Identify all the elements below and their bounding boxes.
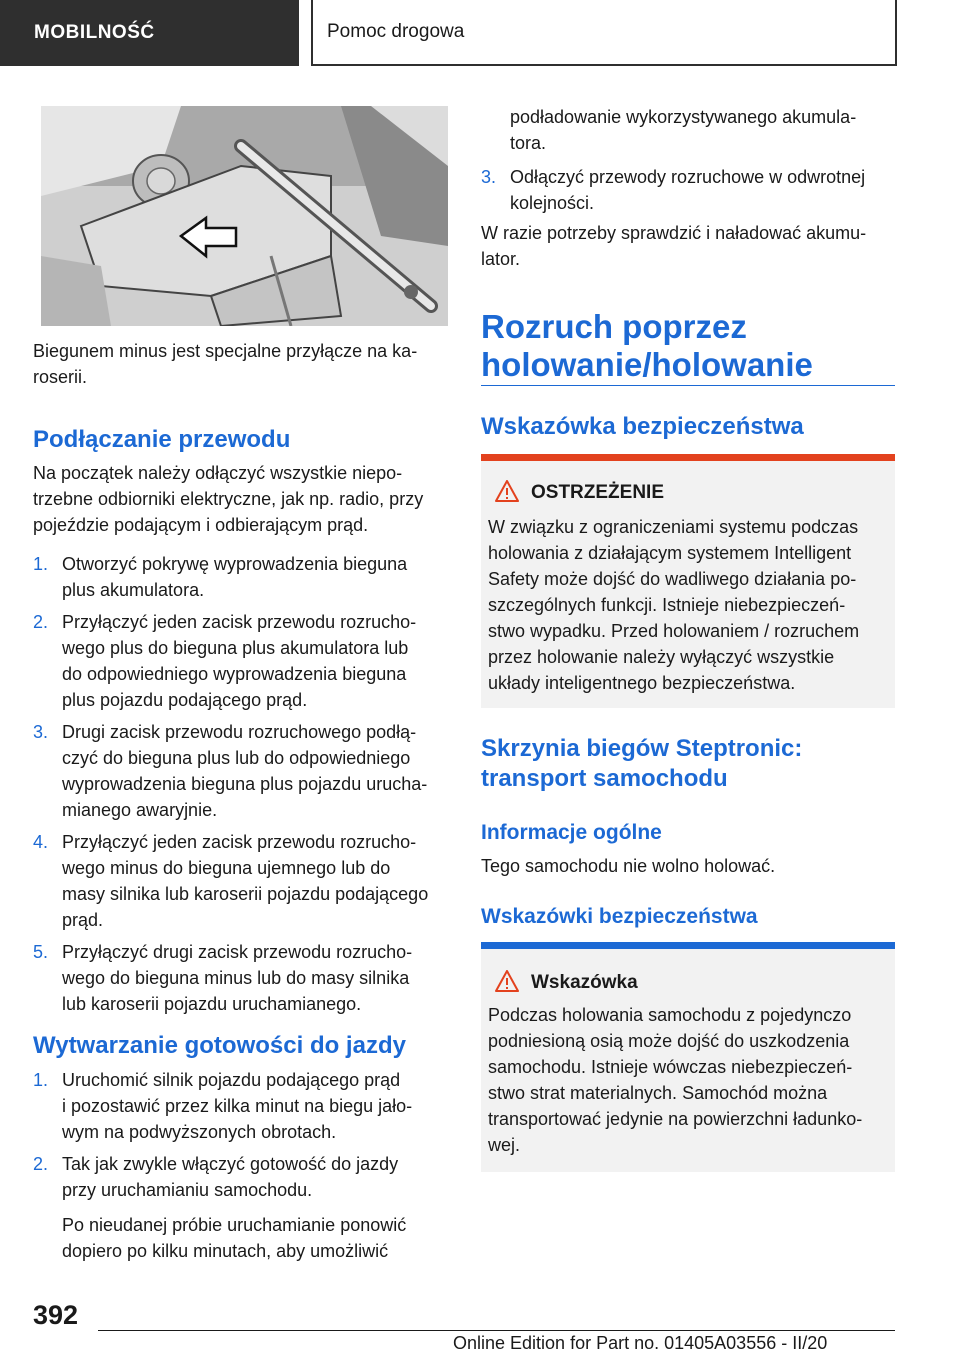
step-number: 5. [33,942,49,962]
step-line: wym na podwyższonych obrotach. [62,1122,337,1142]
warning-title: OSTRZEŻENIE [531,482,665,503]
step-line: kolejności. [510,193,595,213]
connect-steps [33,551,448,1023]
caption-line: roserii. [33,367,88,387]
step-line: Przyłączyć jeden zacisk przewodu rozrucho- [62,832,417,852]
notice-title: Wskazówka [531,972,638,993]
connect-intro-line: pojeździe podającym i odbierającym prąd. [33,515,369,535]
notice-line: Podczas holowania samochodu z pojedynczo [488,1005,852,1025]
step-number: 1. [33,554,49,574]
step-line: Uruchomić silnik pojazdu podającego prąd [62,1070,401,1090]
step-line: Tak jak zwykle włączyć gotowość do jazdy [62,1154,399,1174]
ready-heading: Wytwarzanie gotowości do jazdy [33,1032,406,1059]
continued-step-line: tora. [510,133,547,153]
step-line: i pozostawić przez kilka minut na biegu jało- [62,1096,413,1116]
step-line: wego do bieguna minus lub do masy silnika [62,968,410,988]
step-line: wego plus do bieguna plus akumulatora lub [62,638,409,658]
warning-bar [481,454,895,461]
battery-terminal-photo [41,106,448,326]
tow-start-heading: holowanie/holowanie [481,346,813,383]
tow-start-heading: Rozruch poprzez [481,308,747,345]
warning-line: holowania z działającym systemem Intelligent [488,543,852,563]
list-item [33,939,448,1017]
list-item [33,551,448,603]
notice-line: samochodu. Istnieje wówczas niebezpieczeń- [488,1057,853,1077]
step-number: 2. [33,1154,49,1174]
step-line: Przyłączyć drugi zacisk przewodu rozrucho- [62,942,413,962]
notice-line: podniesioną osią może dojść do uszkodzenia [488,1031,850,1051]
notice-line: transportować jedynie na powierzchni ładunko- [488,1109,863,1129]
step-line: lub karoserii pojazdu uruchamianego. [62,994,362,1014]
step-line: czyć do bieguna plus lub do odpowiedniego [62,748,411,768]
step-line: plus pojazdu podającego prąd. [62,690,308,710]
list-item [33,719,448,823]
warning-line: W związku z ograniczeniami systemu podczas [488,517,859,537]
warning-line: Safety może dojść do wadliwego działania po- [488,569,857,589]
list-item [33,1151,448,1203]
list-item [33,1067,448,1145]
connect-intro-line: trzebne odbiorniki elektryczne, jak np. radio, przy [33,489,424,509]
steptronic-heading: transport samochodu [481,765,728,792]
step-number: 3. [481,167,497,187]
continued-step-line: podładowanie wykorzystywanego akumula- [510,107,857,127]
step-number: 4. [33,832,49,852]
step-line: Drugi zacisk przewodu rozruchowego podłą- [62,722,417,742]
page-header [0,0,960,66]
chapter-label: Pomoc drogowa [311,0,897,66]
after-line: W razie potrzeby sprawdzić i naładować akumu- [481,223,867,243]
warning-box [481,454,895,708]
step-line: przy uruchamianiu samochodu. [62,1180,313,1200]
warning-line: układy inteligentnego bezpieczeństwa. [488,673,796,693]
list-item [481,164,895,216]
warning-triangle-icon [495,480,519,502]
general-info-text: Tego samochodu nie wolno holować. [481,856,776,876]
section-divider [481,385,895,386]
step-line: plus akumulatora. [62,580,205,600]
notice-line: wej. [488,1135,521,1155]
warning-line: przez holowanie należy wyłączyć wszystkie [488,647,835,667]
warning-triangle-icon [495,970,519,992]
step-number: 2. [33,612,49,632]
step-number: 1. [33,1070,49,1090]
general-info-heading: Informacje ogólne [481,821,662,844]
notice-box [481,942,895,1172]
step-line: prąd. [62,910,104,930]
section-label: MOBILNOŚĆ [0,0,299,66]
step-line: wego minus do bieguna ujemnego lub do [62,858,391,878]
step-line: do odpowiedniego wyprowadzenia bieguna [62,664,407,684]
caption-line: Biegunem minus jest specjalne przyłącze na ka- [33,341,418,361]
safety-heading: Wskazówka bezpieczeństwa [481,413,804,440]
steptronic-heading: Skrzynia biegów Steptronic: [481,735,803,762]
footer-rule [98,1330,895,1331]
step-line: Odłączyć przewody rozruchowe w odwrotnej [510,167,866,187]
after-line: lator. [481,249,521,269]
step-line: wyprowadzenia bieguna plus pojazdu urucha- [62,774,428,794]
step-line: mianego awaryjnie. [62,800,218,820]
step-number: 3. [33,722,49,742]
step-line: masy silnika lub karoserii pojazdu podającego [62,884,429,904]
connect-heading: Podłączanie przewodu [33,426,291,453]
ready-steps [33,1067,448,1209]
notice-line: stwo strat materialnych. Samochód można [488,1083,828,1103]
notice-bar [481,942,895,949]
ready-note-line: dopiero po kilku minutach, aby umożliwić [62,1241,389,1261]
warning-line: stwo wypadku. Przed holowaniem / rozruchem [488,621,860,641]
page-number: 392 [33,1300,79,1330]
disconnect-steps [481,164,895,222]
step-line: Otworzyć pokrywę wyprowadzenia bieguna [62,554,408,574]
step-line: Przyłączyć jeden zacisk przewodu rozrucho- [62,612,417,632]
footer-edition: Online Edition for Part no. 01405A03556 - II/20 [453,1333,828,1353]
list-item [33,829,448,933]
ready-note-line: Po nieudanej próbie uruchamianie ponowić [62,1215,407,1235]
warning-line: szczególnych funkcji. Istnieje niebezpieczeń- [488,595,846,615]
tips-heading: Wskazówki bezpieczeństwa [481,905,758,928]
list-item [33,609,448,713]
connect-intro-line: Na początek należy odłączyć wszystkie niepo- [33,463,403,483]
